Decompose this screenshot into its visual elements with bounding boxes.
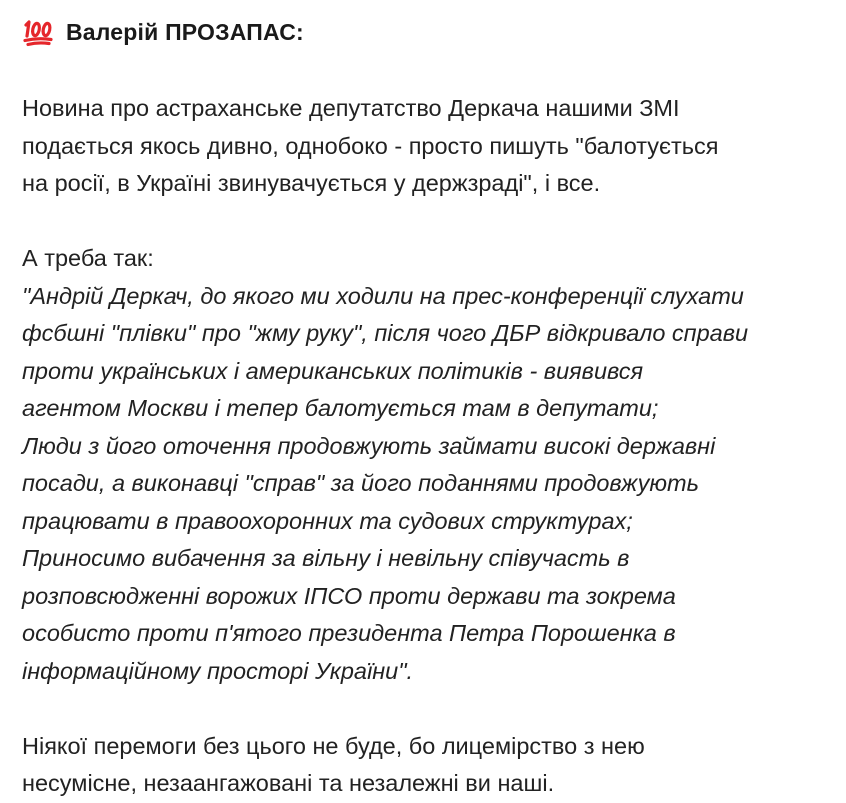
author-name: Валерій ПРОЗАПАС: <box>66 18 304 45</box>
quote-line: проти українських і американських політиків - виявився <box>22 357 644 384</box>
quote-line: агентом Москви і тепер балотується там в депутати; <box>22 395 659 421</box>
quote-line: Люди з його оточення продовжують займати високі державні <box>22 432 716 459</box>
text-line: подається якось дивно, однобоко - просто пишуть "балотується <box>22 132 719 159</box>
paragraph-gap <box>22 690 846 728</box>
text-line: несумісне, незаангажовані та незалежні ви наші. <box>22 770 555 796</box>
message-header <box>22 14 846 50</box>
message-text <box>22 90 846 803</box>
lead-in-paragraph <box>22 240 846 278</box>
intro-paragraph <box>22 90 846 203</box>
closing-paragraph <box>22 728 846 803</box>
quote-line: Приносимо вибачення за вільну і невільну співучасть в <box>22 545 630 571</box>
paragraph-gap <box>22 203 846 241</box>
lead-in-line: А треба так: <box>22 245 154 271</box>
text-line: на росії, в Україні звинувачується у держзраді", і все. <box>22 170 601 196</box>
quote-line: інформаційному просторі України". <box>22 657 414 684</box>
quote-line: "Андрій Деркач, до якого ми ходили на прес-конференції слухати <box>22 282 744 309</box>
quote-paragraph <box>22 278 846 691</box>
quote-line: фсбшні "плівки" про "жму руку", після чого ДБР відкривало справи <box>22 320 749 346</box>
quote-line: працювати в правоохоронних та судових структурах; <box>22 507 633 534</box>
quote-line: особисто проти п'ятого президента Петра Порошенка в <box>22 620 676 646</box>
text-line: Ніякої перемоги без цього не буде, бо лицемірство з нею <box>22 732 645 759</box>
quote-line: розповсюдженні ворожих ІПСО проти держави та зокрема <box>22 582 676 609</box>
quote-line: посади, а виконавці "справ" за його поданнями продовжують <box>22 470 699 496</box>
text-line: Новина про астраханське депутатство Деркача нашими ЗМІ <box>22 95 680 121</box>
hundred-points-icon <box>22 19 54 47</box>
